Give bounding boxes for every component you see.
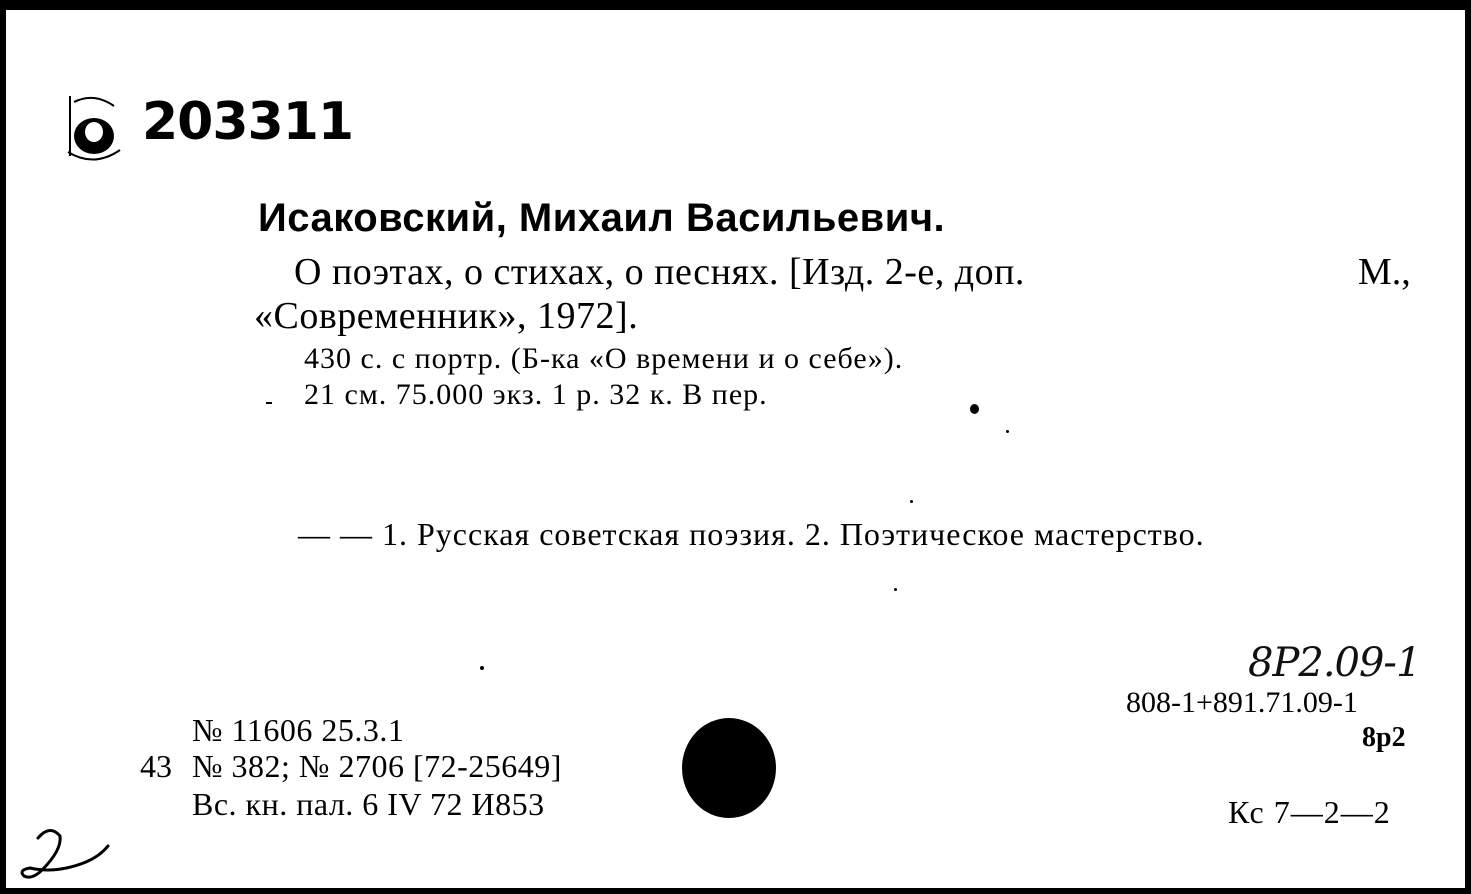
author-heading: Исаковский, Михаил Васильевич.: [258, 196, 946, 240]
udc-index: 808-1+891.71.09-1: [1126, 686, 1358, 719]
ink-speck: [910, 500, 913, 503]
inventory-number: 203311: [142, 92, 354, 152]
library-stamp-icon: [64, 92, 124, 162]
subject-headings: — — 1. Русская советская поэзия. 2. Поэтическое мастерство.: [298, 516, 1205, 552]
title-line-1: О поэтах, о стихах, о песнях. [Изд. 2-е, доп.: [294, 251, 1025, 293]
ink-speck: [1006, 430, 1009, 433]
publication-place: М.,: [1358, 251, 1411, 293]
punch-hole: [682, 718, 776, 818]
title-line-2: «Современник», 1972].: [254, 295, 639, 337]
catalog-code: Кс 7—2—2: [1228, 794, 1391, 830]
publication-data-1: № 11606 25.3.1: [192, 712, 405, 748]
ink-speck: [894, 588, 897, 591]
ink-speck: [266, 402, 272, 404]
physical-description-1: 430 с. с портр. (Б-ка «О времени и о себе»).: [304, 342, 904, 375]
bbk-index: 8р2: [1362, 722, 1406, 753]
publication-data-prefix: 43: [140, 748, 172, 784]
physical-description-2: 21 см. 75.000 экз. 1 р. 32 к. В пер.: [304, 378, 768, 411]
handwritten-classification: 8Р2.09-1: [1248, 640, 1421, 686]
ink-speck: [480, 666, 484, 670]
publication-data-2: № 382; № 2706 [72-25649]: [192, 748, 562, 784]
ink-dot: [970, 404, 979, 414]
publication-data-3: Вс. кн. пал. 6 IV 72 И853: [192, 786, 545, 822]
handwritten-mark: [16, 818, 116, 888]
